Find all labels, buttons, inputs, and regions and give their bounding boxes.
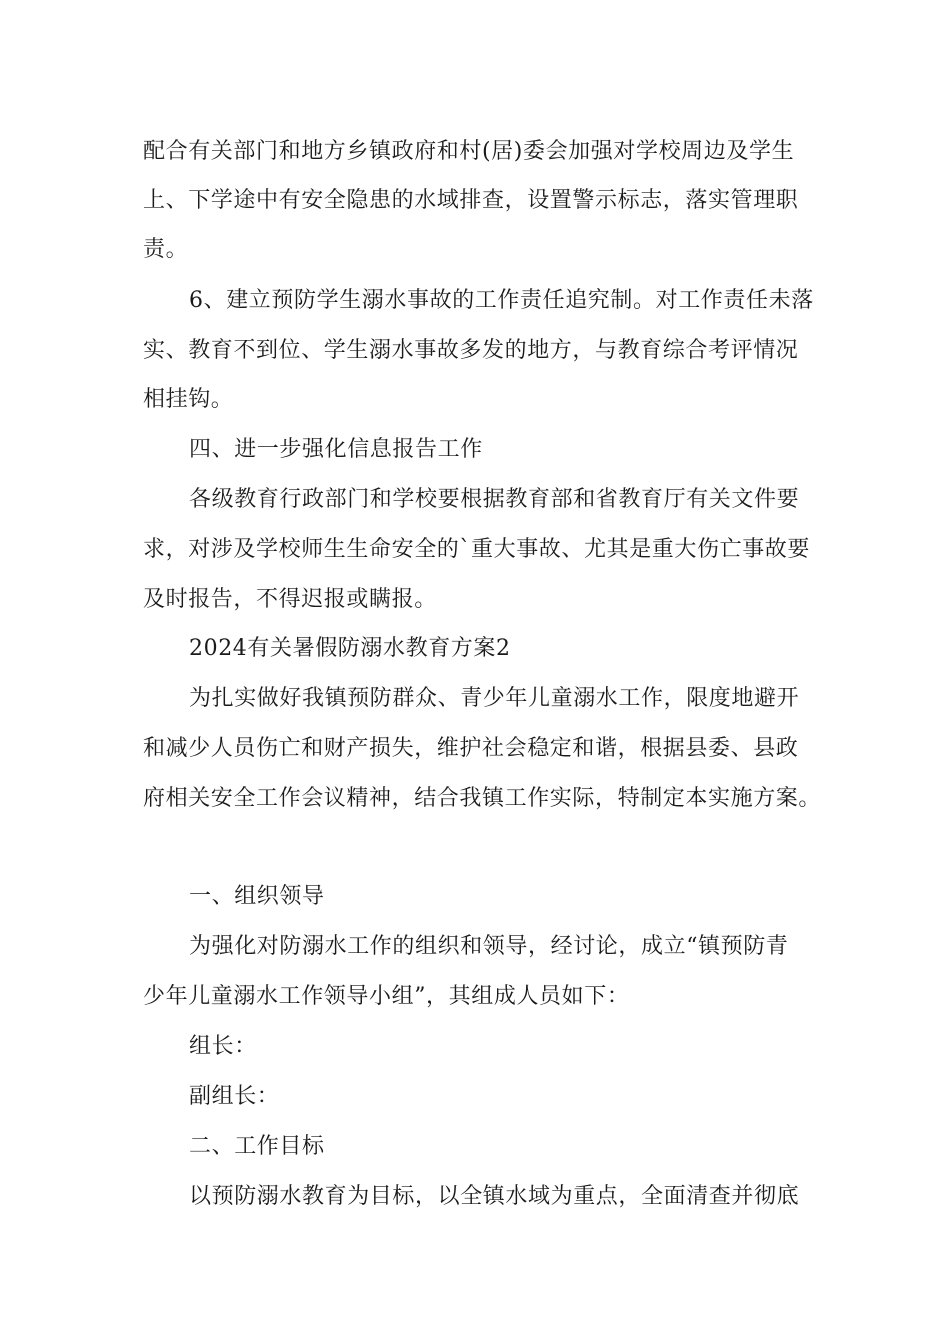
paragraph-line: 各级教育行政部门和学校要根据教育部和省教育厅有关文件要 [189, 487, 800, 512]
section-heading: 二、工作目标 [189, 1134, 325, 1159]
paragraph-line: 6、建立预防学生溺水事故的工作责任追究制。对工作责任未落 [189, 288, 814, 313]
paragraph-line: 配合有关部门和地方乡镇政府和村(居)委会加强对学校周边及学生 [143, 139, 795, 164]
paragraph-line: 府相关安全工作会议精神，结合我镇工作实际，特制定本实施方案。 [143, 786, 822, 811]
paragraph-line: 副组长： [189, 1084, 280, 1109]
paragraph-line: 和减少人员伤亡和财产损失，维护社会稳定和谐，根据县委、县政 [143, 736, 799, 761]
paragraph-line: 求，对涉及学校师生生命安全的`重大事故、尤其是重大伤亡事故要 [143, 537, 811, 562]
paragraph-line: 责。 [143, 237, 189, 262]
paragraph-line: 为扎实做好我镇预防群众、青少年儿童溺水工作，限度地避开 [189, 686, 800, 711]
section-heading: 四、进一步强化信息报告工作 [189, 437, 483, 462]
paragraph-line: 实、教育不到位、学生溺水事故多发的地方，与教育综合考评情况 [143, 338, 799, 363]
paragraph-line: 以预防溺水教育为目标，以全镇水域为重点，全面清查并彻底 [189, 1184, 800, 1209]
paragraph-line: 为强化对防溺水工作的组织和领导，经讨论，成立“镇预防青 [189, 934, 789, 959]
section-heading: 一、组织领导 [189, 884, 325, 909]
document-title: 2024有关暑假防溺水教育方案2 [189, 636, 511, 661]
paragraph-line: 组长： [189, 1034, 257, 1059]
paragraph-line: 相挂钩。 [143, 387, 234, 412]
paragraph-line: 及时报告，不得迟报或瞒报。 [143, 587, 437, 612]
paragraph-line: 少年儿童溺水工作领导小组”，其组成人员如下： [143, 984, 630, 1009]
paragraph-line: 上、下学途中有安全隐患的水域排查，设置警示标志，落实管理职 [143, 188, 799, 213]
